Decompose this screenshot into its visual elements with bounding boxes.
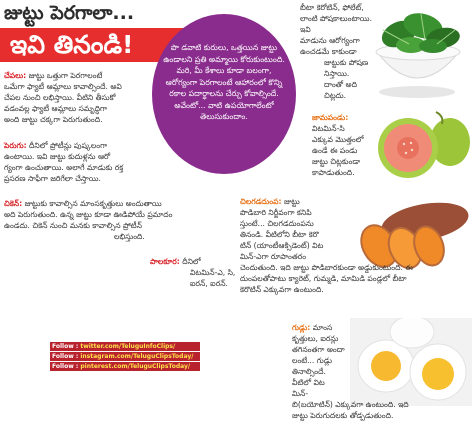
follow-instagram-link[interactable]: Follow : instagram.com/TeluguClipsToday/	[50, 352, 200, 361]
spinach-section: పాలకూర: దీనిలో విటమిన్-ఎ, సి, ఐరన్, ఐరన్.	[150, 257, 236, 288]
follow-twitter-link[interactable]: Follow : twitter.com/TeluguInfoClips/	[50, 342, 200, 351]
curd-heading: పెరుగు:	[4, 141, 27, 150]
chicken-section: చికెన్: జుట్టుకు కావాల్సిన మాంసకృత్తులు అందుతాయి అది పెరుగుతుంది. ఉన్న జుట్టు కూడా ఊడిపోయే ప్రమాదం ఉండదు. చికెన్ నుంచి మనకు కావాల్సిన ప్రోటీన్ లభిస్తుంది.	[4, 199, 173, 241]
chicken-heading: చికెన్:	[4, 199, 23, 208]
spinach-bowl-image	[363, 0, 471, 100]
title-line-2: ఇవి తినండి!	[10, 30, 134, 59]
curd-section: పెరుగు: దీనిలో ప్రోటీన్లు పుష్కలంగా ఉంటాయి. ఇవి జుట్టు కుదుళ్లను ఆరో గ్యంగా ఉంచుతాయి. అలాగే మాడుకు రక్త ప్రసరణ సాఫీగా జరిగేలా చేస్తాయి.	[4, 141, 124, 183]
spinach-continued-text: బీటా కెరోటిన్, ఫోలేట్, లాంటి పోషకాలుంటాయి. ఇవి మాడును ఆరోగ్యంగా ఉంచడమే కాకుండా జుట్టుకు పోషణ నిస్తాయి. దాంతో అది చిట్లదు.	[300, 3, 372, 100]
follow-pinterest-link[interactable]: Follow : pinterest.com/TeluguClipsToday/	[50, 362, 200, 371]
guava-heading: జామపండు:	[312, 113, 349, 122]
fish-heading: చేపలు:	[4, 71, 27, 80]
guava-section: జామపండు: విటమిన్-సి ఎక్కువ మొత్తంలో ఉండే ఈ పండు జుట్టు చిట్లకుండా కాపాడుతుంది.	[312, 112, 382, 178]
intro-text: పొ డవాటి కురులు, ఒత్తయిన జుట్టు ఉండాలని ప్రతి అమ్మాయి కోరుకుంటుంది. మరి, మీ కేశాలు కూడా బలంగా, ఆరోగ్యంగా పెరగాలంటే ఆహారంలో కొన్ని రకాల పదార్థాలను చేర్చు కోవాల్సిందే. అవేంటో... వాటి ఉపయోగాలేంటో తెలుసుకుందాం.	[163, 43, 285, 121]
eggs-section: గుడ్లు: మాంస కృత్తులు, ఐరన్లు తగినంతగా అందా లంటే... గుడ్లు తినాల్సిందే. వీటిలో విట మిన్- బి(బయోటిన్) ఎక్కువగా ఉంటుంది. ఇది జుట్టు పెరుగుదలకు తోడ్పడుతుంది.	[292, 323, 409, 420]
title-line-1: జుట్టు పెరగాలా...	[4, 2, 135, 24]
sweet-potato-section: చిలగడదుంప: జుట్టు పొడిబారి నిర్జీవంగా కనిపి స్తుంటే... చిలగడదుంపను తినండి. వీటిలోని బీటా కెరొ టిన్ (యాంటీఆక్సిడెంట్) విట మిన్-ఎగా రూపాంతరం చెందుతుంది. ఇది జుట్టు పొడిబారకుండా అడ్డుకుంటుంది. ఈ దుంపలతోపాటు క్యారెట్, గుమ్మడి, మామిడి పండ్లలో బీటా కెరొటిన్ ఎక్కువగా ఉంటుంది.	[240, 197, 413, 294]
guava-image	[378, 110, 472, 182]
spinach-heading: పాలకూర:	[150, 257, 180, 266]
fish-section: చేపలు: జుట్టు ఒత్తుగా పెరగాలంటే ఒమేగా ఫ్యాటీ ఆమ్లాలు కావాల్సిందే. అవి చేపల నుంచి లభిస్తాయి. వీటిని తీసుకో వడంవల్ల ఫ్యాటీ ఆమ్లాలు సమృద్ధిగా అంది జుట్టు చక్కగా పెరుగుతుంది.	[4, 71, 122, 124]
sweet-potato-heading: చిలగడదుంప:	[240, 197, 282, 206]
intro-circle	[152, 14, 296, 174]
eggs-heading: గుడ్లు:	[292, 323, 311, 332]
